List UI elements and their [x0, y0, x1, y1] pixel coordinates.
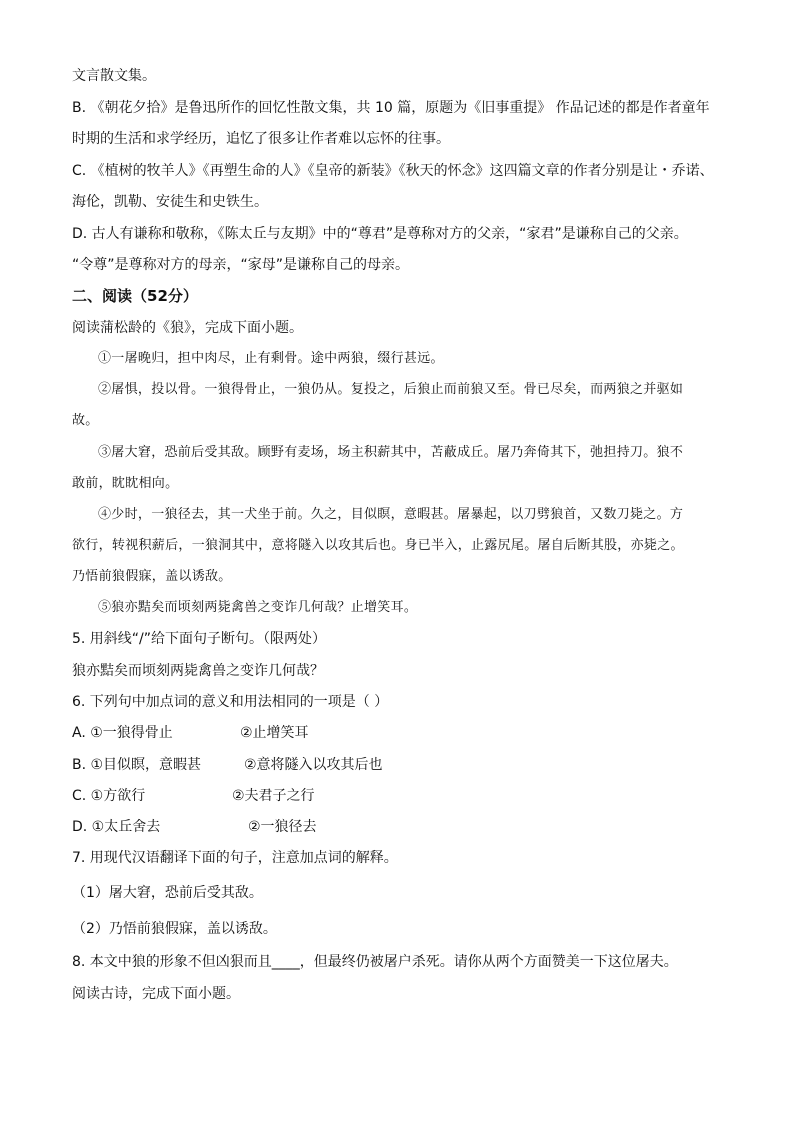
option-b-line-2: 时期的生活和求学经历，追忆了很多让作者难以忘怀的往事。	[72, 131, 450, 147]
q6-option-b-part-1: B. ①目似瞑，意暇甚	[72, 757, 202, 773]
q6-option-a-part-2: ②止增笑耳	[240, 725, 309, 741]
passage-paragraph-3b: 敢前，眈眈相向。	[72, 476, 179, 491]
option-d-line-1: D. 古人有谦称和敬称，《陈太丘与友期》中的“尊君”是尊称对方的父亲，“家君”是谦称自己的父亲。	[72, 226, 688, 242]
passage-paragraph-4b: 欲行，转视积薪后，一狼洞其中，意将隧入以攻其后也。身已半入，止露尻尾。屠自后断其股，亦毙之。	[72, 538, 684, 553]
question-7: 7. 用现代汉语翻译下面的句子，注意加点词的解释。	[72, 850, 398, 866]
question-5: 5. 用斜线“/”给下面句子断句。（限两处）	[72, 631, 327, 647]
text-line: 文言散文集。	[72, 68, 156, 84]
option-b-line-1: B. 《朝花夕拾》是鲁迅所作的回忆性散文集，共 10 篇，原题为《旧事重提》 作品记述的都是作者童年	[72, 100, 710, 116]
passage-paragraph-4c: 乃悟前狼假寐，盖以诱敌。	[72, 569, 232, 584]
reading-intro: 阅读蒲松龄的《狼》，完成下面小题。	[72, 320, 303, 336]
passage-paragraph-4a: ④少时，一狼径去，其一犬坐于前。久之，目似瞑，意暇甚。屠暴起，以刀劈狼首，又数刀毙之。方	[98, 507, 684, 522]
passage-paragraph-2a: ②屠惧，投以骨。一狼得骨止，一狼仍从。复投之，后狼止而前狼又至。骨已尽矣，而两狼之并驱如	[98, 382, 684, 397]
option-c-line-1: C. 《植树的牧羊人》《再塑生命的人》《皇帝的新装》《秋天的怀念》这四篇文章的作者分别是让・乔诺、	[72, 163, 714, 179]
question-5-sentence: 狼亦黠矣而顷刻两毙禽兽之变诈几何哉？	[72, 663, 324, 679]
passage-paragraph-5: ⑤狼亦黠矣而顷刻两毙禽兽之变诈几何哉？止增笑耳。	[98, 600, 418, 615]
question-8: 8. 本文中狼的形象不但凶狠而且____，但最终仍被屠户杀死。请你从两个方面赞美一下这位屠夫。	[72, 954, 678, 970]
q6-option-b-part-2: ②意将隧入以攻其后也	[244, 757, 383, 773]
q6-option-c-part-1: C. ①方欲行	[72, 788, 146, 804]
passage-paragraph-3a: ③屠大窘，恐前后受其敌。顾野有麦场，场主积薪其中，苫蔽成丘。屠乃奔倚其下，弛担持刀。狼不	[98, 445, 684, 460]
q6-option-d-part-1: D. ①太丘舍去	[72, 819, 161, 835]
section-heading: 二、阅读（52分）	[72, 287, 198, 305]
option-d-line-2: “令尊”是尊称对方的母亲，“家母”是谦称自己的母亲。	[72, 257, 410, 273]
question-7-item-2: （2）乃悟前狼假寐，盖以诱敌。	[72, 921, 277, 937]
q6-option-b	[72, 755, 383, 775]
next-reading-intro: 阅读古诗，完成下面小题。	[72, 986, 240, 1002]
q6-option-c-part-2: ②夫君子之行	[232, 788, 315, 804]
question-7-item-1: （1）屠大窘，恐前后受其敌。	[72, 885, 263, 901]
q6-option-a	[72, 723, 309, 743]
q6-option-d-part-2: ②一狼径去	[248, 819, 317, 835]
q6-option-c	[72, 786, 315, 806]
q6-option-a-part-1: A. ①一狼得骨止	[72, 725, 173, 741]
passage-paragraph-1: ①一屠晚归，担中肉尽，止有剩骨。途中两狼，缀行甚远。	[98, 351, 444, 366]
passage-paragraph-2b: 故。	[72, 413, 99, 428]
q6-option-d	[72, 817, 317, 837]
question-6: 6. 下列句中加点词的意义和用法相同的一项是（ ）	[72, 694, 389, 710]
option-c-line-2: 海伦，凯勒、安徒生和史铁生。	[72, 194, 268, 210]
